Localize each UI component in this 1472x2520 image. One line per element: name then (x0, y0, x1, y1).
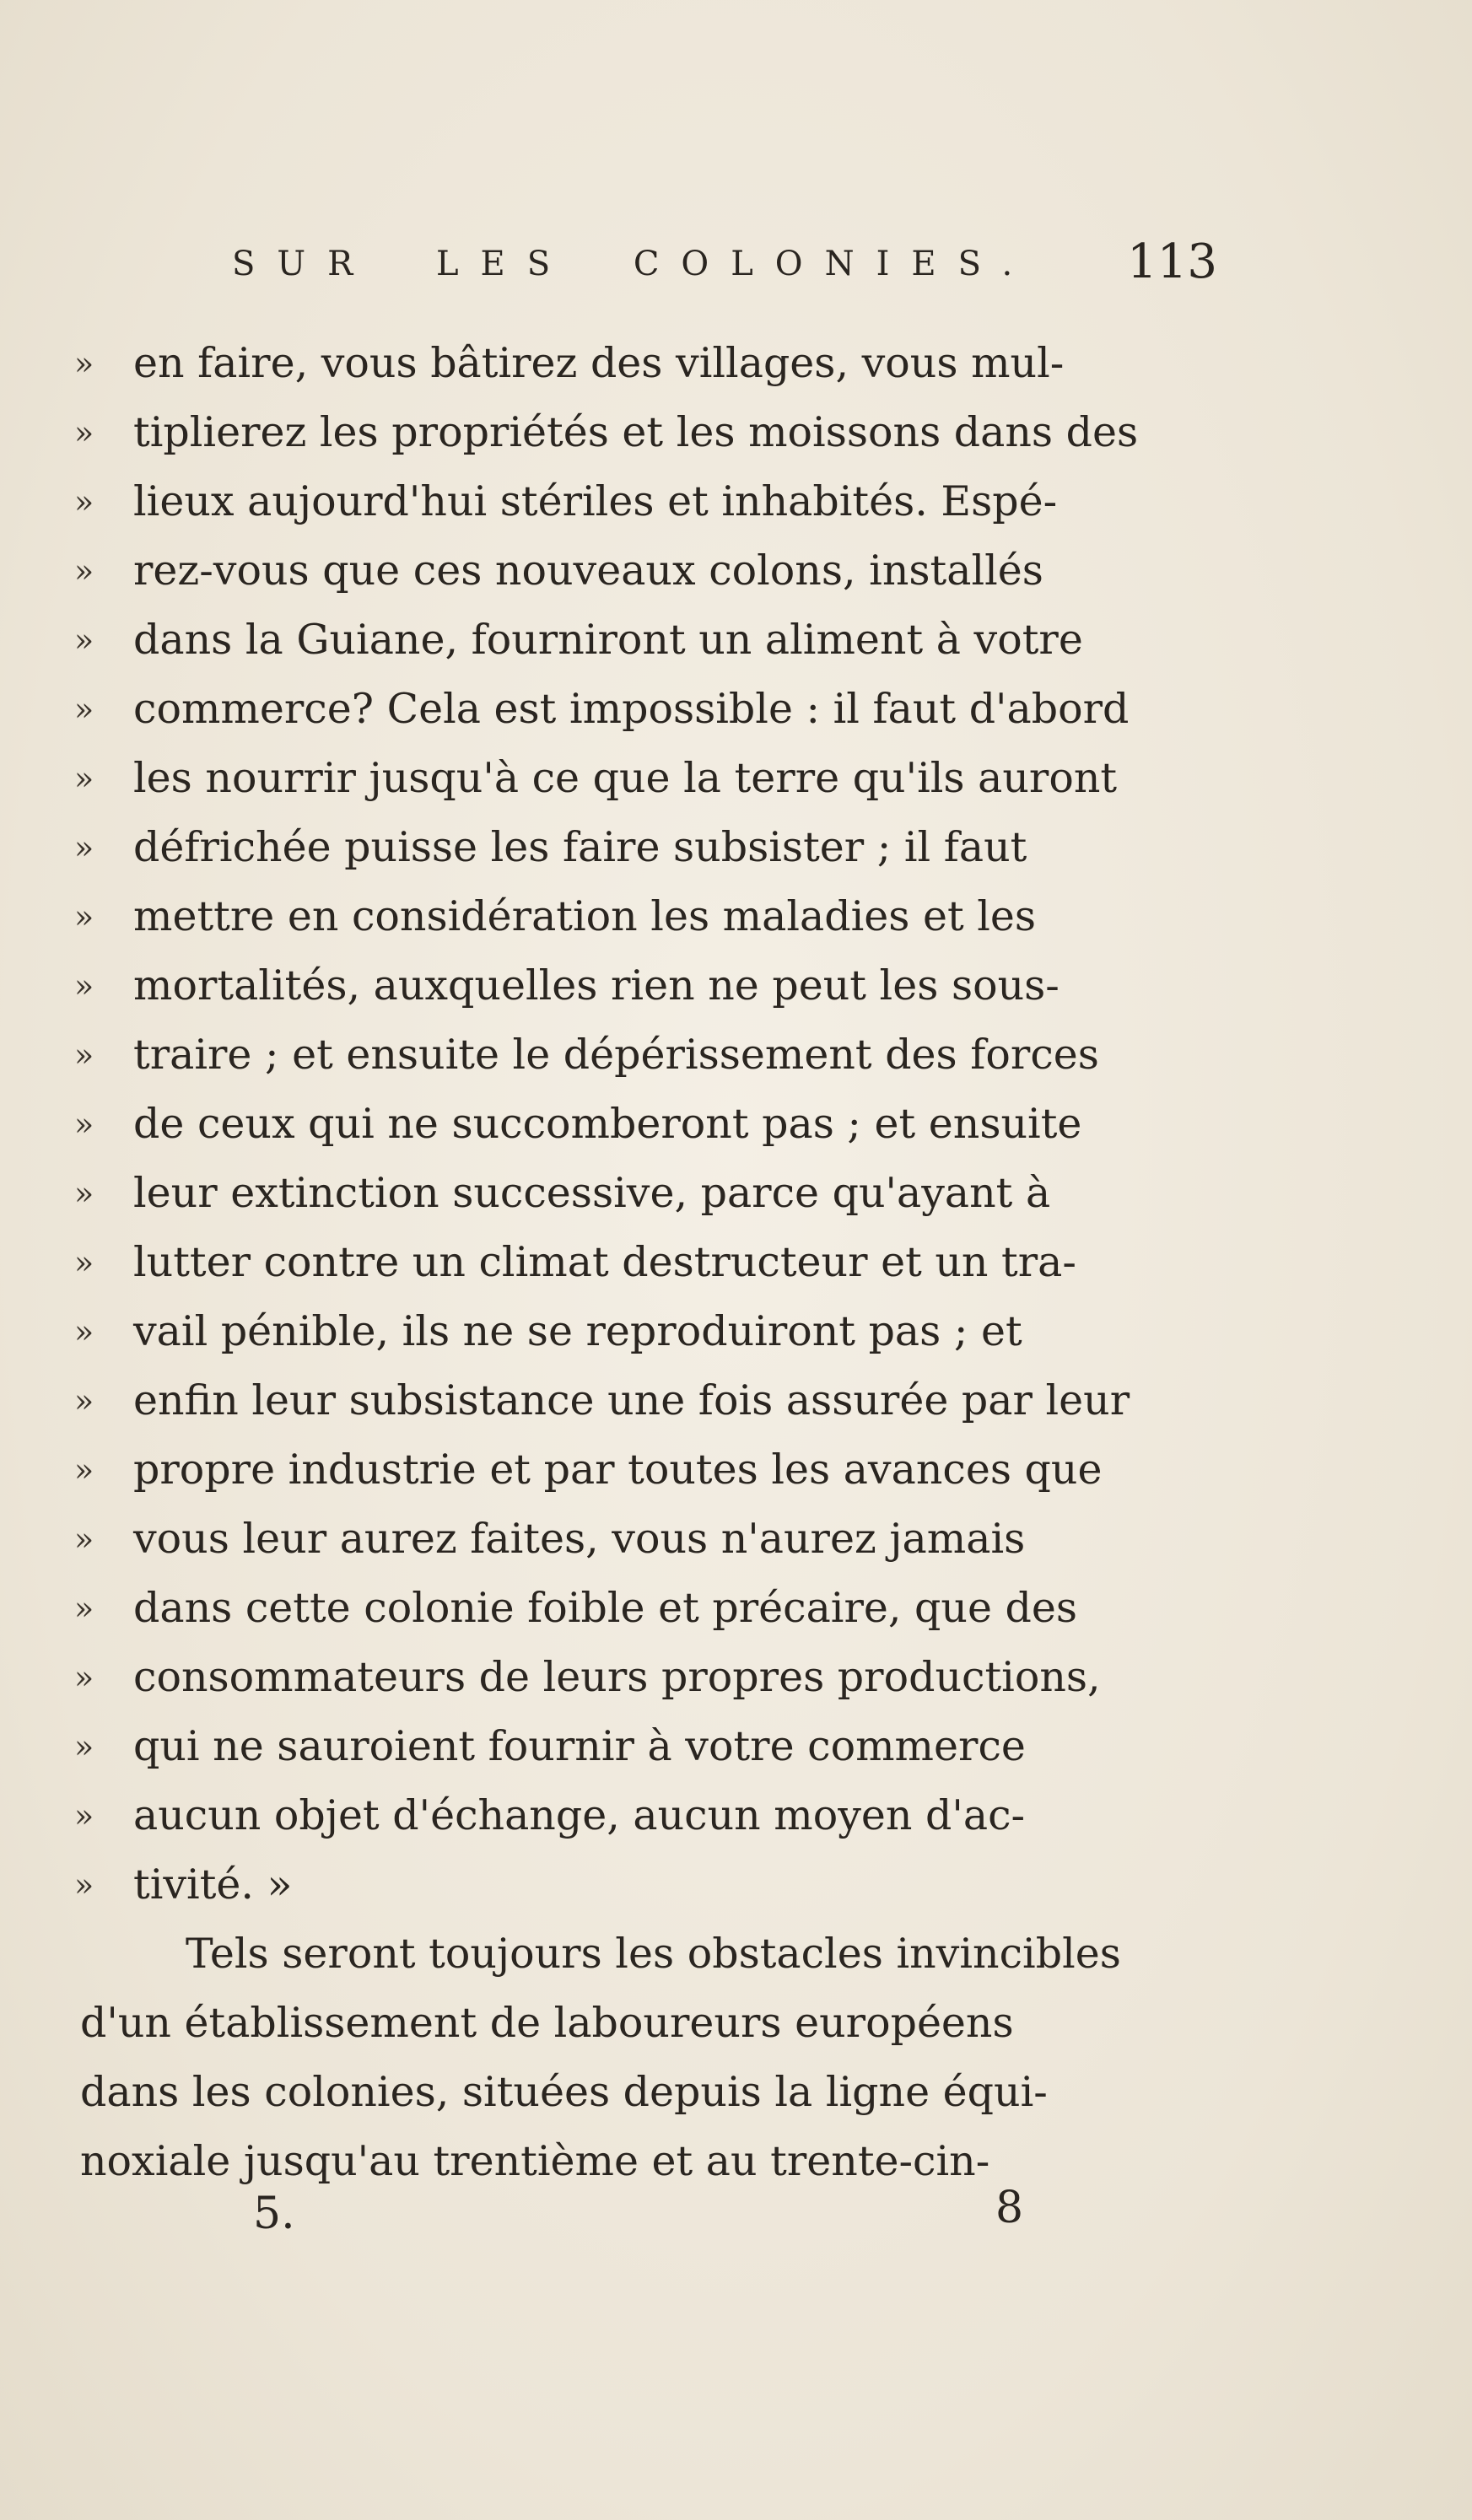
quote-mark: » (74, 1175, 94, 1212)
quote-mark: » (74, 898, 94, 935)
running-title: SUR LES COLONIES. (232, 245, 1035, 283)
signature-mark: 5. (253, 2189, 295, 2239)
quote-mark: » (74, 829, 94, 866)
quote-mark: » (74, 1590, 94, 1627)
quote-mark: » (74, 1728, 94, 1765)
line-text: dans cette colonie foible et précaire, que des (133, 1584, 1078, 1632)
page-number: 113 (1127, 234, 1217, 289)
line-text: de ceux qui ne succomberont pas ; et ensuite (133, 1100, 1082, 1148)
line-text: lutter contre un climat destructeur et un tra- (133, 1238, 1076, 1286)
quote-mark: » (74, 1244, 94, 1281)
line-text: enfin leur subsistance une fois assurée par leur (133, 1376, 1130, 1424)
line-text: vous leur aurez faites, vous n'aurez jamais (133, 1515, 1026, 1563)
quote-mark: » (74, 760, 94, 797)
quote-mark: » (74, 1797, 94, 1834)
quote-mark: » (74, 1451, 94, 1489)
line-text: tivité. » (133, 1860, 293, 1909)
quote-mark: » (74, 345, 94, 382)
line-text: vail pénible, ils ne se reproduiront pas ; et (133, 1307, 1022, 1355)
line-text: traire ; et ensuite le dépérissement des forces (133, 1031, 1099, 1079)
line-text: les nourrir jusqu'à ce que la terre qu'ils auront (133, 754, 1118, 802)
paragraph-text: Tels seront toujours les obstacles invincibles (186, 1930, 1121, 1978)
line-text: consommateurs de leurs propres productions, (133, 1653, 1101, 1701)
line-text: défrichée puisse les faire subsister ; il faut (133, 823, 1027, 871)
quote-mark: » (74, 622, 94, 659)
quote-mark: » (74, 1313, 94, 1350)
paragraph-text: dans les colonies, situées depuis la ligne équi- (80, 2068, 1048, 2116)
sheet-number: 8 (995, 2183, 1024, 2233)
quote-mark: » (74, 483, 94, 520)
line-text: commerce? Cela est impossible : il faut d'abord (133, 685, 1130, 733)
quote-mark: » (74, 967, 94, 1004)
paragraph-text: d'un établissement de laboureurs européens (80, 1999, 1014, 2047)
quote-mark: » (74, 1866, 94, 1903)
line-text: aucun objet d'échange, aucun moyen d'ac- (133, 1791, 1026, 1839)
quote-mark: » (74, 1382, 94, 1419)
line-text: qui ne sauroient fournir à votre commerce (133, 1722, 1026, 1770)
line-text: mortalités, auxquelles rien ne peut les sous- (133, 961, 1060, 1010)
line-text: en faire, vous bâtirez des villages, vous mul- (133, 339, 1065, 387)
quote-mark: » (74, 1037, 94, 1074)
line-text: lieux aujourd'hui stériles et inhabités. Espé- (133, 477, 1058, 525)
quote-mark: » (74, 1106, 94, 1143)
paragraph-text: noxiale jusqu'au trentième et au trente-cin- (80, 2137, 990, 2185)
line-text: dans la Guiane, fourniront un aliment à votre (133, 616, 1083, 664)
quote-mark: » (74, 1521, 94, 1558)
line-text: rez-vous que ces nouveaux colons, installés (133, 547, 1043, 595)
quote-mark: » (74, 1659, 94, 1696)
quote-mark: » (74, 691, 94, 728)
line-text: propre industrie et par toutes les avances que (133, 1446, 1103, 1494)
line-text: mettre en considération les maladies et les (133, 892, 1037, 940)
quote-mark: » (74, 414, 94, 451)
line-text: tiplierez les propriétés et les moissons dans des (133, 408, 1139, 456)
line-text: leur extinction successive, parce qu'ayant à (133, 1169, 1051, 1217)
quote-mark: » (74, 552, 94, 590)
